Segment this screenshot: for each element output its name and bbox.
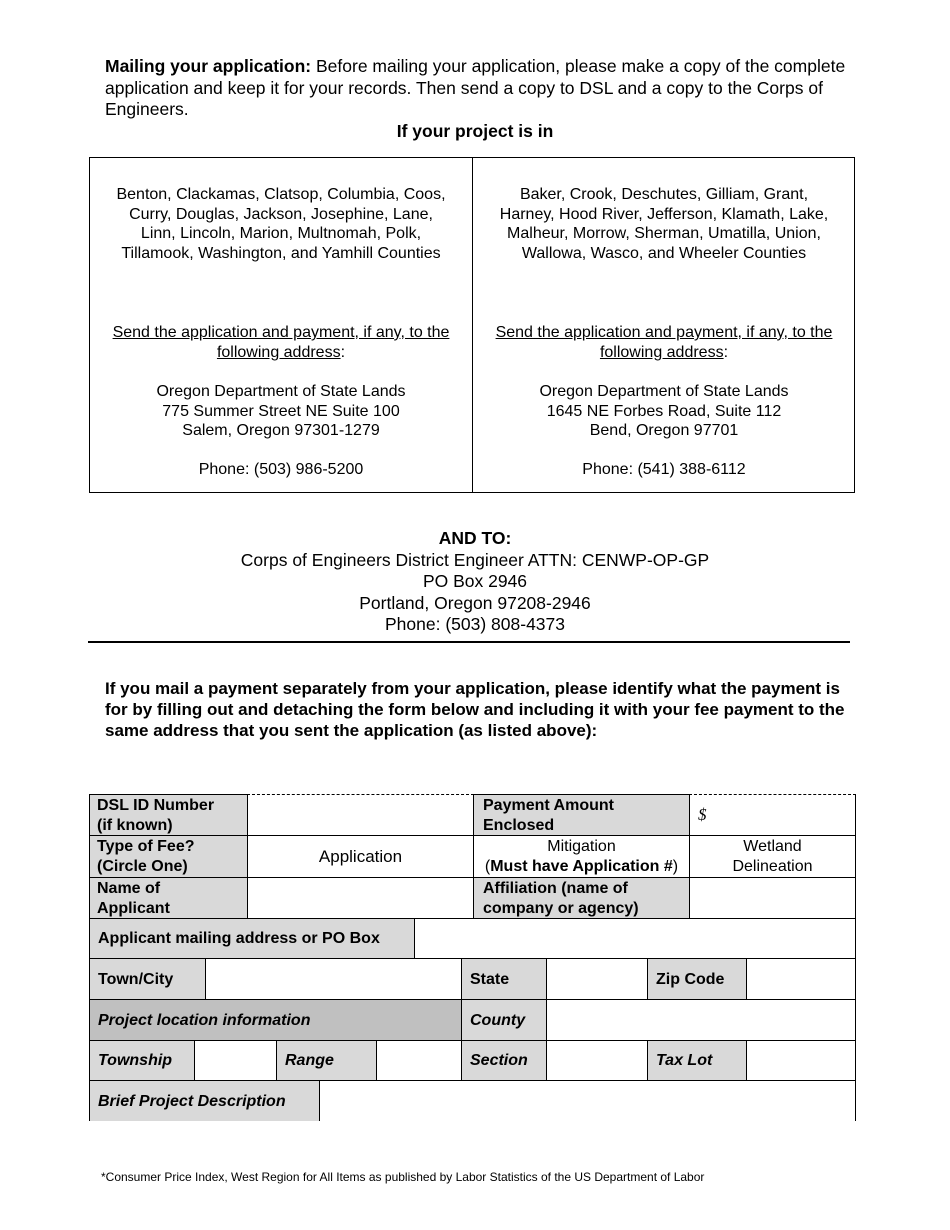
fee-option-mitigation[interactable] xyxy=(473,835,690,878)
dsl-id-label-line: DSL ID Number xyxy=(97,797,215,814)
project-location-label xyxy=(89,999,462,1041)
fee-option-wetland-text: Delineation xyxy=(732,857,813,875)
affiliation-label-line: company or agency) xyxy=(483,899,639,917)
east-send-line: Send the application and payment, if any, to the xyxy=(495,324,833,341)
fee-type-label-line: (Circle One) xyxy=(97,857,188,875)
fee-option-mitigation-text: Mitigation xyxy=(547,838,616,855)
corps-address-line: Phone: (503) 808-4373 xyxy=(385,614,565,634)
state-label-text: State xyxy=(470,970,510,988)
county-label xyxy=(461,999,547,1041)
payment-amount-field[interactable] xyxy=(689,794,856,836)
fee-option-mitigation-bold: Must have Application # xyxy=(490,857,673,875)
corps-address-line: Portland, Oregon 97208-2946 xyxy=(359,592,591,613)
applicant-name-label-line: Applicant xyxy=(97,899,170,917)
state-label xyxy=(461,958,547,1000)
east-send-line: following address xyxy=(599,343,724,361)
address-table-divider xyxy=(472,157,473,493)
east-county-line: Wallowa, Wasco, and Wheeler Counties xyxy=(521,244,807,262)
fee-type-label xyxy=(89,835,248,878)
mailing-address-field[interactable] xyxy=(414,918,856,959)
if-project-heading: If your project is in xyxy=(396,121,554,141)
footnote: *Consumer Price Index, West Region for All Items as published by Labor Statistics of the US Department of Labor xyxy=(101,1170,705,1184)
east-address xyxy=(479,382,849,441)
mailing-intro-text: Before mailing your application, please make a copy of the complete application and keep it for your records. Then send a copy to DSL and a copy to the Corps of Engineers. xyxy=(105,56,846,119)
town-city-label-text: Town/City xyxy=(98,970,174,988)
fee-option-mitigation-note xyxy=(485,857,678,877)
range-label-text: Range xyxy=(285,1052,334,1070)
payment-amount-label-line: Enclosed xyxy=(483,816,555,834)
applicant-name-label-line: Name of xyxy=(97,880,161,897)
east-county-line: Malheur, Morrow, Sherman, Umatilla, Union, xyxy=(507,225,821,243)
dollar-sign: $ xyxy=(698,805,707,825)
west-counties xyxy=(96,185,466,263)
corps-address-line: PO Box 2946 xyxy=(422,571,528,591)
west-address xyxy=(96,382,466,441)
west-county-line: Benton, Clackamas, Clatsop, Columbia, Coos, xyxy=(116,186,446,203)
affiliation-field[interactable] xyxy=(689,877,856,919)
section-field[interactable] xyxy=(546,1040,648,1081)
east-address-line: 1645 NE Forbes Road, Suite 112 xyxy=(546,402,782,420)
zip-code-label xyxy=(647,958,747,1000)
payment-instructions: If you mail a payment separately from your application, please identify what the payment is for by filling out and detaching the form below and including it with your fee payment to the same address that you sent the application (as listed above): xyxy=(105,679,845,741)
west-county-line: Linn, Lincoln, Marion, Multnomah, Polk, xyxy=(140,225,422,243)
tax-lot-label xyxy=(647,1040,747,1081)
payment-amount-label-line: Payment Amount xyxy=(483,797,614,814)
county-label-text: County xyxy=(470,1011,526,1029)
west-county-line: Curry, Douglas, Jackson, Josephine, Lane, xyxy=(129,205,433,223)
range-field[interactable] xyxy=(376,1040,462,1081)
east-county-line: Baker, Crook, Deschutes, Gilliam, Grant, xyxy=(519,186,809,203)
state-field[interactable] xyxy=(546,958,648,1000)
fee-option-application[interactable] xyxy=(247,835,474,878)
east-phone: Phone: (541) 388-6112 xyxy=(582,461,746,478)
tax-lot-field[interactable] xyxy=(746,1040,856,1081)
west-send-colon: : xyxy=(340,343,346,361)
mailing-address-label-text: Applicant mailing address or PO Box xyxy=(98,930,380,948)
west-send-instructions xyxy=(96,323,466,362)
east-send-instructions xyxy=(479,323,849,362)
affiliation-label-line: Affiliation (name of xyxy=(483,880,628,897)
west-address-line: 775 Summer Street NE Suite 100 xyxy=(162,402,400,420)
applicant-name-label xyxy=(89,877,248,919)
township-label-text: Township xyxy=(98,1052,173,1070)
zip-code-field[interactable] xyxy=(746,958,856,1000)
and-to-heading: AND TO: xyxy=(438,528,512,548)
corps-address-line: Corps of Engineers District Engineer ATTN: CENWP-OP-GP xyxy=(240,549,710,570)
fee-type-label-line: Type of Fee? xyxy=(97,838,195,855)
applicant-name-field[interactable] xyxy=(247,877,474,919)
dsl-id-label xyxy=(89,794,248,836)
range-label xyxy=(276,1040,377,1081)
fee-option-wetland[interactable] xyxy=(689,835,856,878)
dsl-id-label-line: (if known) xyxy=(97,816,173,834)
payment-amount-label xyxy=(473,794,690,836)
east-address-line: Oregon Department of State Lands xyxy=(539,383,789,400)
tax-lot-label-text: Tax Lot xyxy=(656,1052,713,1070)
paren: ) xyxy=(672,857,679,875)
section-label-text: Section xyxy=(470,1052,528,1070)
fee-option-wetland-text: Wetland xyxy=(743,838,802,855)
mailing-intro xyxy=(105,56,865,121)
fee-option-application-text: Application xyxy=(318,846,403,866)
affiliation-label xyxy=(473,877,690,919)
dsl-id-field[interactable] xyxy=(247,794,474,836)
paren: ( xyxy=(484,857,491,875)
west-send-line: Send the application and payment, if any, to the xyxy=(112,324,450,341)
west-send-line: following address xyxy=(216,343,341,361)
project-location-label-text: Project location information xyxy=(98,1011,311,1029)
west-address-line: Salem, Oregon 97301-1279 xyxy=(182,422,380,440)
town-city-field[interactable] xyxy=(205,958,462,1000)
east-county-line: Harney, Hood River, Jefferson, Klamath, Lake, xyxy=(499,205,829,223)
county-field[interactable] xyxy=(546,999,856,1041)
detach-rule xyxy=(88,641,850,643)
east-counties xyxy=(479,185,849,263)
brief-description-label xyxy=(89,1080,320,1121)
township-field[interactable] xyxy=(194,1040,277,1081)
township-label xyxy=(89,1040,195,1081)
zip-code-label-text: Zip Code xyxy=(656,970,725,988)
west-address-line: Oregon Department of State Lands xyxy=(156,383,406,400)
west-county-line: Tillamook, Washington, and Yamhill Counties xyxy=(121,244,441,262)
east-send-colon: : xyxy=(723,343,729,361)
east-address-line: Bend, Oregon 97701 xyxy=(589,422,739,440)
section-label xyxy=(461,1040,547,1081)
town-city-label xyxy=(89,958,206,1000)
mailing-intro-label: Mailing your application: xyxy=(105,56,312,76)
mailing-address-label xyxy=(89,918,415,959)
brief-description-label-text: Brief Project Description xyxy=(98,1092,286,1110)
corps-address-block xyxy=(0,528,950,636)
west-phone: Phone: (503) 986-5200 xyxy=(198,461,364,478)
brief-description-field[interactable] xyxy=(319,1080,856,1121)
